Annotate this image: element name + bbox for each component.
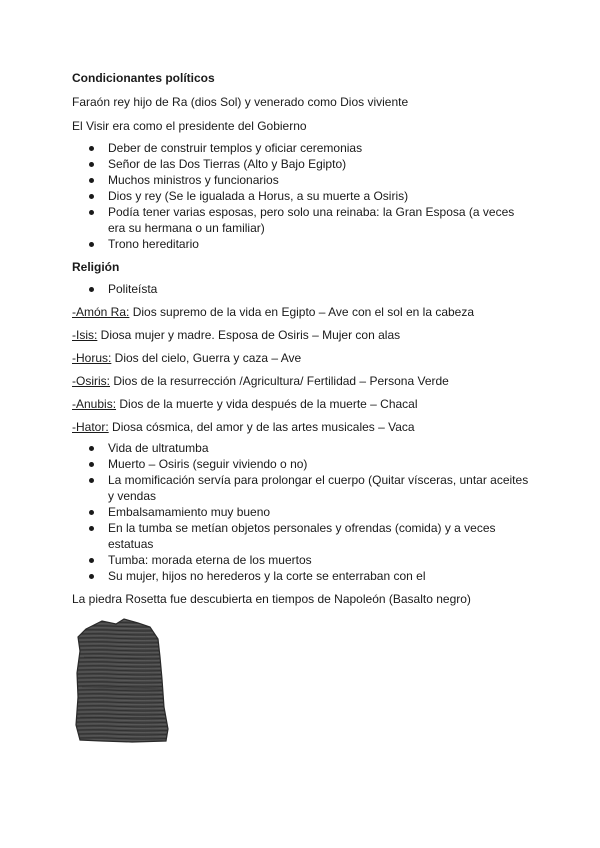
god-name: -Hator:: [72, 420, 109, 434]
god-description: Dios de la resurrección /Agricultura/ Fertilidad – Persona Verde: [110, 374, 449, 388]
list-item: Tumba: morada eterna de los muertos: [108, 552, 532, 568]
list-item: Deber de construir templos y oficiar ceremonias: [108, 140, 532, 156]
list-item: Vida de ultratumba: [108, 440, 532, 456]
god-description: Dios de la muerte y vida después de la muerte – Chacal: [116, 397, 418, 411]
rosetta-stone-image: [72, 617, 172, 745]
list-item: La momificación servía para prolongar el cuerpo (Quitar vísceras, untar aceites y vendas: [108, 472, 532, 504]
paragraph-visir: El Visir era como el presidente del Gobierno: [72, 119, 307, 133]
section-title-political: Condicionantes políticos: [72, 71, 215, 85]
list-item: Dios y rey (Se le igualada a Horus, a su muerte a Osiris): [108, 188, 532, 204]
list-item: Señor de las Dos Tierras (Alto y Bajo Egipto): [108, 156, 532, 172]
god-name: -Amón Ra:: [72, 305, 130, 319]
list-item: Trono hereditario: [108, 236, 532, 252]
list-item: Muchos ministros y funcionarios: [108, 172, 532, 188]
paragraph-rosetta: La piedra Rosetta fue descubierta en tiempos de Napoleón (Basalto negro): [72, 592, 471, 606]
god-osiris: [72, 373, 532, 389]
rosetta-stone-illustration: [72, 617, 172, 745]
god-description: Dios del cielo, Guerra y caza – Ave: [111, 351, 302, 365]
god-description: Diosa cósmica, del amor y de las artes musicales – Vaca: [108, 420, 415, 434]
document-page: [72, 70, 532, 745]
god-name: -Osiris:: [72, 374, 110, 388]
god-amon-ra: [72, 304, 532, 320]
religion-bullet-list: [72, 281, 532, 297]
list-item: Podía tener varias esposas, pero solo una reinaba: la Gran Esposa (a veces era su hermana o un familiar): [108, 204, 532, 236]
god-name: -Horus:: [72, 351, 112, 365]
god-hator: [72, 419, 532, 435]
god-name: -Anubis:: [72, 397, 117, 411]
list-item: Politeísta: [108, 281, 532, 297]
god-isis: [72, 327, 532, 343]
god-description: Diosa mujer y madre. Esposa de Osiris – Mujer con alas: [97, 328, 401, 342]
god-name: -Isis:: [72, 328, 98, 342]
list-item: Su mujer, hijos no herederos y la corte se enterraban con el: [108, 568, 532, 584]
list-item: Embalsamamiento muy bueno: [108, 504, 532, 520]
political-bullet-list: [72, 140, 532, 252]
god-anubis: [72, 396, 532, 412]
list-item: En la tumba se metían objetos personales y ofrendas (comida) y a veces estatuas: [108, 520, 532, 552]
god-horus: [72, 350, 532, 366]
paragraph-pharaoh: Faraón rey hijo de Ra (dios Sol) y venerado como Dios viviente: [72, 95, 409, 109]
list-item: Muerto – Osiris (seguir viviendo o no): [108, 456, 532, 472]
section-title-religion: Religión: [72, 260, 120, 274]
god-description: Dios supremo de la vida en Egipto – Ave con el sol en la cabeza: [129, 305, 475, 319]
afterlife-bullet-list: [72, 440, 532, 584]
